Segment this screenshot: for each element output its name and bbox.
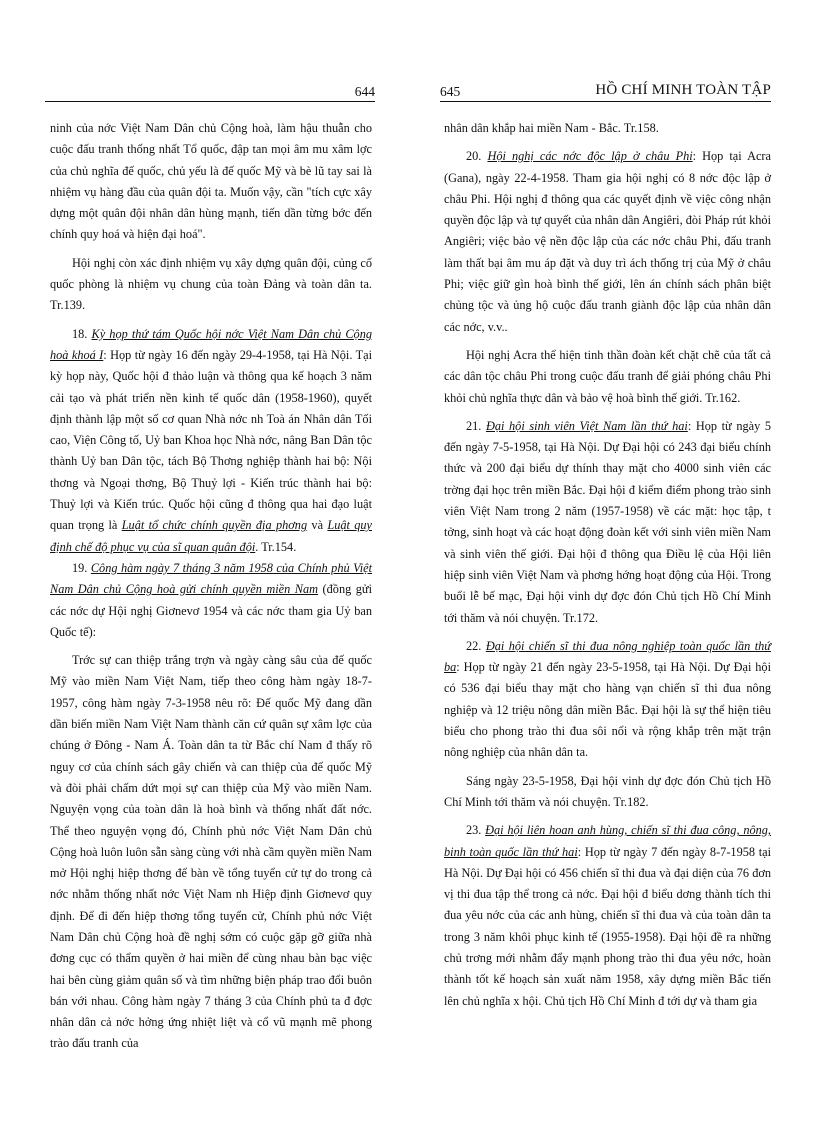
header-rule-right <box>440 101 771 102</box>
note-number: 19. <box>72 560 91 575</box>
note-title: Đại hội chiến sĩ thi đua nông nghiệp toàn quốc lần thứ ba <box>444 638 771 675</box>
conjunction: và <box>307 518 328 533</box>
paragraph: Trớc sự can thiệp trắng trợn và ngày càng sâu của đế quốc Mỹ vào miền Nam Việt Nam, tiếp theo công hàm ngày 18-7-1957, công hàm ngày 7-3-1958 nêu rõ: Đế quốc Mỹ đang dần dần biến miền Nam Việt Nam thành căn cứ quân sự xâm lợc của chúng ở Đông - Nam Á. Toàn dân ta từ Bắc chí Nam đ thấy rõ nguy cơ của chính sách gây chiến và can thiệp của đế quốc Mỹ và đòi phải chấm dứt mọi sự can thiệp của Mỹ vào miền Nam. Nguyện vọng của toàn dân là hoà bình và thống nhất đất nớc. Thể theo nguyện vọng đó, Chính phủ nớc Việt Nam Dân chủ Cộng hoà luôn luôn sẵn sàng cùng với nhà cầm quyền miền Nam mở Hội nghị hiệp thơng để bàn về tổng tuyển cử tự do trong cả nớc nhằm thống nhất nớc Việt Nam nh Hiệp định Giơnevơ quy định. Để đi đến hiệp thơng tổng tuyển cử, Chính phủ nớc Việt Nam Dân chủ Cộng hoà đề nghị sớm có cuộc gặp gỡ giữa nhà đơng cục có thẩm quyền ở hai miền để cùng nhau bàn bạc việc hai bên cùng giảm quân số và tìm những biện pháp trao đổi buôn bán với nhau. Công hàm ngày 7 tháng 3 của Chính phủ ta đ đợc nhân dân cả nớc hởng ứng nhiệt liệt và cổ vũ mạnh mẽ phong trào đấu tranh của <box>50 653 372 1051</box>
note-number: 23. <box>466 823 486 838</box>
right-page-body <box>444 118 771 1012</box>
note-number: 22. <box>466 638 486 653</box>
note-body: : Họp từ ngày 7 đến ngày 8-7-1958 tại Hà Nội. Dự Đại hội có 456 chiến sĩ thi đua và đại diện của 76 đơn vị thi đua tập thể trong cả nớc. Đại hội đ biểu dơng thành tích thi đua yêu nớc của các anh hùng, chiến sĩ thi đua và của toàn dân ta trong 3 năm khôi phục kinh tế (1955-1958). Đại hội đề ra những chủ trơng mới nhằm đẩy mạnh phong trào thi đua yêu nớc, hoàn thành tốt kế hoạch sản xuất năm 1958, xây dựng miền Bắc tiến lên chủ nghĩa x hội. Chủ tịch Hồ Chí Minh đ tới dự và tham gia <box>444 844 771 1008</box>
paragraph: ninh của nớc Việt Nam Dân chủ Cộng hoà, làm hậu thuẫn cho cuộc đấu tranh thống nhất Tổ quốc, đập tan mọi âm mu xâm lợc của chủ nghĩa đế quốc, chủ yếu là đế quốc Mỹ và bè lũ tay sai là nhiệm vụ hàng đầu của quân đội ta. Muốn vậy, cần "tích cực xây dựng một quân đội nhân dân hùng mạnh, tiến dần từng bớc đến chính quy hoá và hiện đại hoá". <box>50 121 372 242</box>
left-page-body <box>50 118 372 1055</box>
note-19 <box>50 558 372 643</box>
note-number: 21. <box>466 418 486 433</box>
header-rule-left <box>45 101 375 102</box>
paragraph: nhân dân khắp hai miền Nam - Bắc. Tr.158. <box>444 121 659 135</box>
note-body: (đồng gửi các nớc dự Hội nghị Giơnevơ 1954 và các nớc tham gia Uỷ ban Quốc tế): <box>50 582 372 639</box>
left-page-header <box>45 80 375 102</box>
note-body: : Họp từ ngày 21 đến ngày 23-5-1958, tại Hà Nội. Dự Đại hội có 536 đại biểu thay mặt cho hàng vạn chiến sĩ thi đua nông nghiệp và 12 triệu nông dân miền Bắc. Đại hội là sự thể hiện tiêu biểu cho phong trào thi đua sôi nổi và rộng khắp trên mặt trận nông nghiệp của nhân dân ta. <box>444 660 771 760</box>
note-title: Hội nghị các nớc độc lập ở châu Phi <box>487 149 693 164</box>
note-reference: . Tr.154. <box>255 539 297 554</box>
note-body: : Họp tại Acra (Gana), ngày 22-4-1958. Tham gia hội nghị có 8 nớc độc lập ở châu Phi. Hội nghị đ thông qua các quyết định về việc công nhận quyền độc lập và tự quyết của nhân dân Angiêri, đòi Pháp rút khỏi Angiêri; việc bảo vệ nền độc lập của các nớc châu Phi, đấu tranh làm thất bại âm mu áp đặt và duy trì ách thống trị của Mỹ ở châu Phi; việc giữ gìn hoà bình thế giới, lên án chính sách phân biệt chủng tộc và ủng hộ cuộc đấu tranh giành độc lập của nhân dân các nớc, v.v.. <box>444 149 771 334</box>
paragraph: Hội nghị còn xác định nhiệm vụ xây dựng quân đội, củng cố quốc phòng là nhiệm vụ chung của toàn Đảng và toàn dân ta. Tr.139. <box>50 255 372 313</box>
note-body: : Họp từ ngày 5 đến ngày 7-5-1958, tại Hà Nội. Dự Đại hội có 243 đại biểu chính thức và 200 đại biểu dự thính thay mặt cho 4000 sinh viên các trờng đại học trên miền Bắc. Đại hội đ kiểm điểm phong trào sinh viên Việt Nam trong 2 năm (1957-1958) về các mặt: học tập, t tởng, sinh hoạt và các hoạt động đoàn kết với sinh viên miền Nam và sinh viên thế giới. Đại hội đ thông qua Điều lệ của Hội liên hiệp sinh viên Việt Nam và phơng hớng hoạt động của Hội. Trong buổi lễ bế mạc, Đại hội vinh dự đợc đón Chủ tịch Hồ Chí Minh tới thăm và nói chuyện. Tr.172. <box>444 418 771 625</box>
note-18 <box>50 324 372 558</box>
right-page-header <box>440 80 771 102</box>
note-23 <box>444 820 771 1012</box>
note-number: 20. <box>466 149 488 164</box>
note-body: : Họp từ ngày 16 đến ngày 29-4-1958, tại Hà Nội. Tại kỳ họp này, Quốc hội đ thảo luận và thông qua kế hoạch 3 năm cải tạo và phát triển nền kinh tế quốc dân (1958-1960), quyết định thành lập một số cơ quan Nhà nớc nh Toà án Nhân dân Tối cao, Viện Công tố, Uỷ ban Khoa học Nhà nớc, nâng Ban Dân tộc thành Uỷ ban Dân tộc, tách Bộ Thơng nghiệp thành hai bộ: Nội thơng và Ngoại thơng, Bộ Thuỷ lợi - Kiến trúc thành hai bộ: Thuỷ lợi và Kiến trúc. Quốc hội cũng đ thông qua hai đạo luật quan trọng là <box>50 347 373 533</box>
note-title: Đại hội liên hoan anh hùng, chiến sĩ thi đua công, nông, binh toàn quốc lần thứ hai <box>444 823 771 859</box>
law-title: Luật quy định chế độ phục vụ của sĩ quan quân đội <box>50 518 373 554</box>
note-22 <box>444 636 771 764</box>
note-title: Công hàm ngày 7 tháng 3 năm 1958 của Chính phủ Việt Nam Dân chủ Cộng hoà gửi chính quyền miền Nam <box>50 560 372 597</box>
note-20 <box>444 146 771 338</box>
note-21 <box>444 416 771 629</box>
note-title: Đại hội sinh viên Việt Nam lần thứ hai <box>485 418 688 433</box>
running-title: HỒ CHÍ MINH TOÀN TẬP <box>595 82 771 98</box>
right-page-number: 645 <box>440 84 461 99</box>
paragraph: Sáng ngày 23-5-1958, Đại hội vinh dự đợc đón Chủ tịch Hồ Chí Minh tới thăm và nói chuyện. Tr.182. <box>444 773 771 809</box>
left-page-number: 644 <box>354 84 375 99</box>
paragraph: Hội nghị Acra thể hiện tinh thần đoàn kết chặt chẽ của tất cả các dân tộc châu Phi trong cuộc đấu tranh để giải phóng châu Phi khỏi chủ nghĩa thực dân và bảo vệ hoà bình thế giới. Tr.162. <box>444 347 771 405</box>
law-title: Luật tổ chức chính quyền địa phơng <box>121 518 308 533</box>
note-number: 18. <box>72 326 92 341</box>
note-title: Kỳ họp thứ tám Quốc hội nớc Việt Nam Dân chủ Cộng hoà khoá I <box>50 326 373 362</box>
